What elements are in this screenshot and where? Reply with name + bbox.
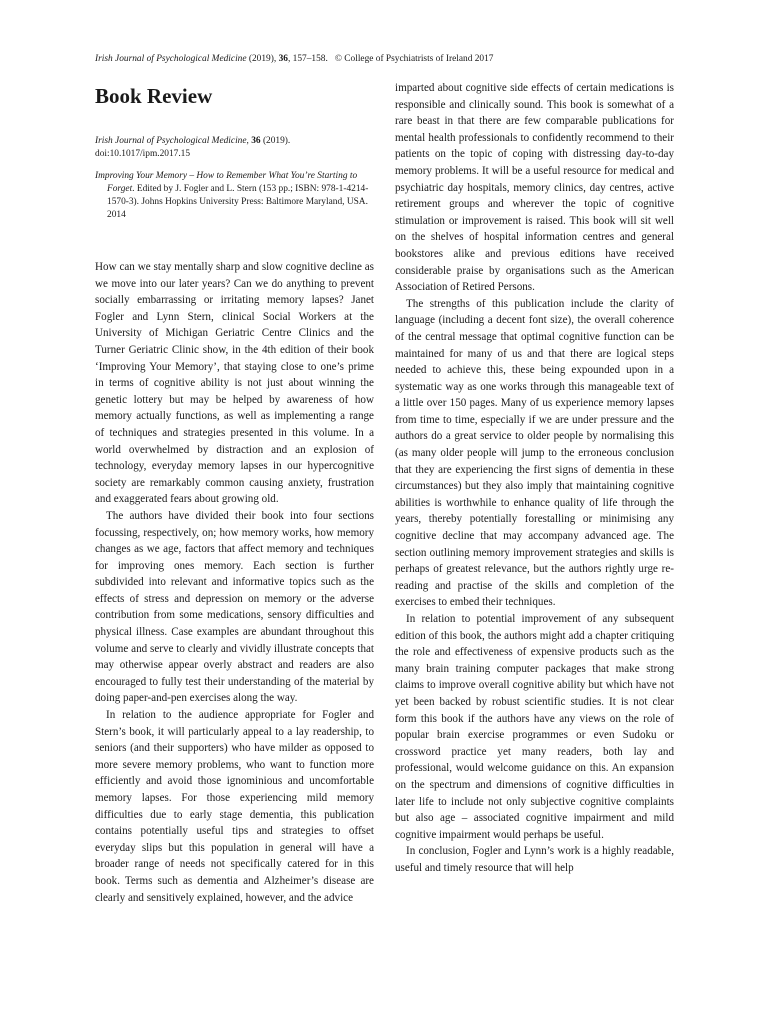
running-head-copyright: © College of Psychiatrists of Ireland 2017 xyxy=(334,54,494,64)
page-title: Book Review xyxy=(95,84,213,108)
book-details: . Edited by J. Fogler and L. Stern (153 pp.; ISBN: 978-1-4214-1570-3). Johns Hopkins University Press: Baltimore Maryland, USA. 2014 xyxy=(107,184,369,220)
paragraph: In relation to the audience appropriate for Fogler and Stern’s book, it will particularly appeal to a lay readership, to seniors (and their supporters) who have milder as opposed to more severe memory problems, who want to function more efficiently and avoid those ignominious and uncomfortable memory lapses. For those experiencing mild memory difficulties due to early stage dementia, this publication contains potentially useful tips and strategies to offset everyday slips but this population in general will have a broader range of needs not specifically catered for in this book. Terms such as dementia and Alzheimer’s disease are clearly and sensitively explained, however, and the advice xyxy=(95,709,374,904)
paragraph: In conclusion, Fogler and Lynn’s work is a highly readable, useful and timely resource that will help xyxy=(395,845,674,874)
citation-volume: 36 xyxy=(251,136,261,146)
citation xyxy=(95,135,374,161)
citation-sep: , xyxy=(246,136,252,146)
left-body xyxy=(95,259,374,906)
citation-journal: Irish Journal of Psychological Medicine xyxy=(95,136,247,146)
running-head-volume: 36 xyxy=(278,54,288,64)
book-title: Improving Your Memory – How to Remember What You’re Starting to Forget xyxy=(95,171,358,194)
citation-doi: doi:10.1017/ipm.2017.15 xyxy=(95,149,191,159)
paragraph: In relation to potential improvement of any subsequent edition of this book, the authors might add a chapter critiquing the role and effectiveness of expensive products such as the many brain training computer packages that make strong claims to improve overall cognitive ability but which have not yet been backed by robust scientific studies. It is not clear form this book if the authors have any views on the role of popular brain exercise programmes or even Sudoku or crossword practice yet many readers, both lay and professional, would welcome guidance on this. An expansion on the spectrum and dimensions of cognitive difficulties in later life to include not only subjective cognitive complaints but also age – associated cognitive impairment and mild cognitive impairment would perhaps be useful. xyxy=(395,613,674,841)
left-column xyxy=(95,80,374,906)
paragraph: The authors have divided their book into four sections focussing, respectively, on; how memory works, how memory changes as we age, factors that affect memory and techniques for improving ones memory. Each section is further subdivided into relevant and informative topics such as the effects of stress and depression on memory or the adverse contribution from some medications, sensory difficulties and physical illness. Case examples are abundant throughout this volume and serve to clearly and vividly illustrate concepts that may otherwise appear overly abstract and readers are also encouraged to fully test their understanding of the material by doing paper-and-pen exercises along the way. xyxy=(95,509,374,705)
book-reference xyxy=(95,170,374,222)
right-column xyxy=(395,80,674,877)
running-head-pages: , 157–158. xyxy=(287,54,328,64)
paragraph: How can we stay mentally sharp and slow cognitive decline as we move into our later years? Can we do anything to prevent socially embarrassing or irritating memory lapses? Janet Fogler and Lynn Stern, clinical Social Workers at the University of Michigan Geriatric Centre Clinics and the Turner Geriatric Clinic show, in the 4th edition of their book ‘Improving Your Memory’, that staying close to one’s prime in terms of cognitive ability is not just about winning the genetic lottery but may be helped by awareness of how memory actually functions, as well as implementing a range of techniques and strategies presented in this volume. In a world overwhelmed by distraction and an explosion of technology, everyday memory lapses in our hypercognitive society are remarkably common causing anxiety, frustration and exaggerated fears about growing old. xyxy=(95,261,374,506)
right-body xyxy=(395,80,674,877)
running-head-year: (2019), xyxy=(248,54,277,64)
paragraph: The strengths of this publication include the clarity of language (including a decent font size), the overall coherence of the central message that optimal cognitive function can be maintained for many of us and that there are logical steps needed to achieve this, these being expounded upon in a systematic way as one works through this manageable text of a little over 150 pages. Many of us experience memory lapses from time to time, especially if we are under pressure and the authors do a great service to older people by normalising this (as many older people will jump to the erroneous conclusion that they are experiencing the first signs of dementia in these circumstances) but they also imply that maintaining cognitive abilities is worthwhile to enhance quality of life through the years, thereby potentially forestalling or minimising any cognitive decline that may accompany advanced age. The section outlining memory improvement strategies and skills is perhaps of greatest relevance, but the authors rightly urge re-reading and practise of the skills and completion of the exercises to embed their techniques. xyxy=(395,297,674,609)
citation-year: (2019). xyxy=(260,136,291,146)
running-head-journal: Irish Journal of Psychological Medicine xyxy=(95,54,247,64)
paragraph: imparted about cognitive side effects of certain medications is responsible and clinically sound. This book is somewhat of a rare beast in that there are few comparable publications for mental health professionals to confidently recommend to their patients on the topic of coping with distressing day-to-day memory problems. It will be a useful resource for medical and psychiatric day hospitals, memory clinics, day centres, active retirement groups and wherever the topic of cognitive stimulation or improvement is raised. This book will sit well on the shelves of hospital information centres and general bookstores alike and previous editions have received considerable praise by organisations such as the American Association of Retired Persons. xyxy=(395,82,674,294)
running-head xyxy=(95,53,695,65)
